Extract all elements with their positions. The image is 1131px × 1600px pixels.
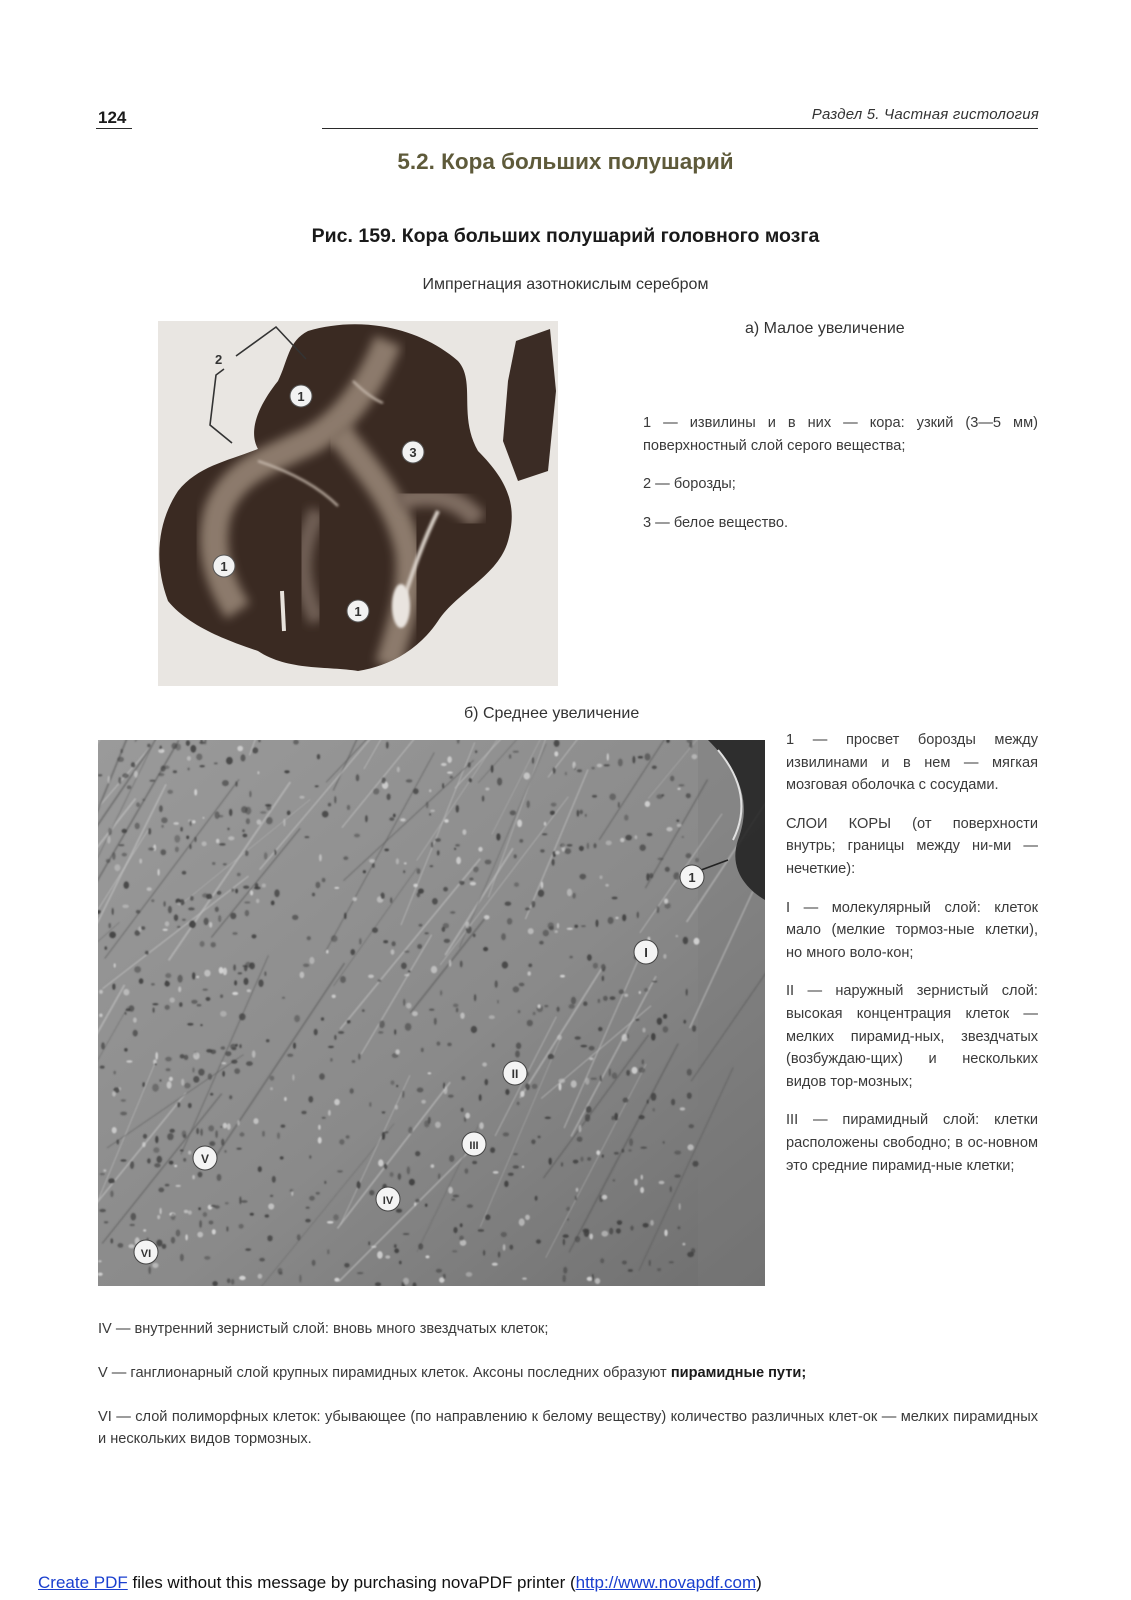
marker-layer-II — [503, 1061, 527, 1085]
svg-text:1: 1 — [688, 870, 696, 885]
svg-text:V: V — [200, 1152, 210, 1166]
pyramidal-tracts-bold: пирамидные пути; — [670, 1365, 807, 1381]
section-title: 5.2. Кора больших полушарий — [397, 149, 734, 174]
create-pdf-link[interactable]: Create PDF — [38, 1573, 128, 1592]
legend-a-item-1: 1 — извилины и в них — кора: узкий (3—5 мм) поверхностный слой серого вещества; — [643, 415, 1038, 454]
legend-a-item-2: 2 — борозды; — [643, 476, 736, 493]
marker-layer-VI — [134, 1240, 158, 1264]
marker-layer-I — [634, 940, 658, 964]
marker-1-bottom — [347, 600, 369, 622]
part-b-label: б) Среднее увеличение — [464, 705, 640, 722]
part-b-legend — [786, 729, 1038, 1193]
footer-end-text: ) — [756, 1573, 762, 1592]
marker-layer-IV — [376, 1187, 400, 1211]
header-rule — [96, 128, 1038, 129]
legend-b-item-1: 1 — просвет борозды между извилинами и в нем — мягкая мозговая оболочка с сосудами. — [786, 732, 1038, 794]
marker-layer-III — [462, 1132, 486, 1156]
svg-text:1: 1 — [297, 389, 305, 404]
svg-text:1: 1 — [220, 559, 228, 574]
stain-method: Импрегнация азотнокислым серебром — [422, 276, 709, 293]
layer-v-text — [98, 1362, 1038, 1384]
layer-v-text-prefix: V — ганглионарный слой крупных пирамидных клеток. Аксоны последних образуют — [98, 1365, 667, 1381]
legend-b-layer-II: II — наружный зернистый слой: высокая концентрация клеток — мелких пирамид-ных, звездчатых (возбуждаю-щих) и нескольких видов тор-мозных; — [786, 983, 1038, 1090]
svg-text:I: I — [644, 945, 648, 960]
page-number: 124 — [98, 108, 127, 127]
pdf-footer — [38, 1573, 762, 1593]
footer-middle-text: files without this message by purchasing novaPDF printer ( — [127, 1573, 576, 1592]
svg-text:VI: VI — [140, 1248, 152, 1260]
legend-b-cortex-layers: СЛОИ КОРЫ (от поверхности внутрь; границы между ни-ми — нечеткие): — [786, 815, 1038, 877]
low-magnification-micrograph — [158, 321, 558, 686]
legend-a-item-3: 3 — белое вещество. — [643, 514, 789, 531]
running-head: Раздел 5. Частная гистология — [811, 106, 1039, 123]
part-a-label: а) Малое увеличение — [745, 320, 905, 337]
marker-1-top — [290, 385, 312, 407]
part-a-legend — [643, 412, 1038, 550]
layer-iv-text: IV — внутренний зернистый слой: вновь много звездчатых клеток; — [98, 1321, 549, 1337]
svg-text:II: II — [511, 1067, 519, 1081]
marker-b-1 — [680, 865, 704, 889]
svg-text:III: III — [469, 1140, 479, 1152]
legend-b-layer-III: III — пирамидный слой: клетки расположены свободно; в ос-новном это средние пирамид-ные клетки; — [786, 1112, 1038, 1174]
figure-title: Рис. 159. Кора больших полушарий головного мозга — [311, 225, 820, 247]
legend-b-layer-I: I — молекулярный слой: клеток мало (мелкие тормоз-ные клетки), но много воло-кон; — [786, 899, 1038, 961]
svg-text:IV: IV — [382, 1195, 394, 1207]
marker-layer-V — [193, 1146, 217, 1170]
novapdf-url-link[interactable]: http://www.novapdf.com — [575, 1573, 757, 1592]
marker-2: 2 — [215, 352, 223, 367]
svg-text:3: 3 — [409, 445, 417, 460]
layer-vi-text: VI — слой полиморфных клеток: убывающее (по направлению к белому веществу) количество различных клет-ок — мелких пирамидных и нескольких видов тормозных. — [98, 1409, 1038, 1447]
medium-magnification-micrograph — [98, 740, 765, 1286]
svg-text:1: 1 — [354, 604, 362, 619]
marker-1-left — [213, 555, 235, 577]
marker-3 — [402, 441, 424, 463]
